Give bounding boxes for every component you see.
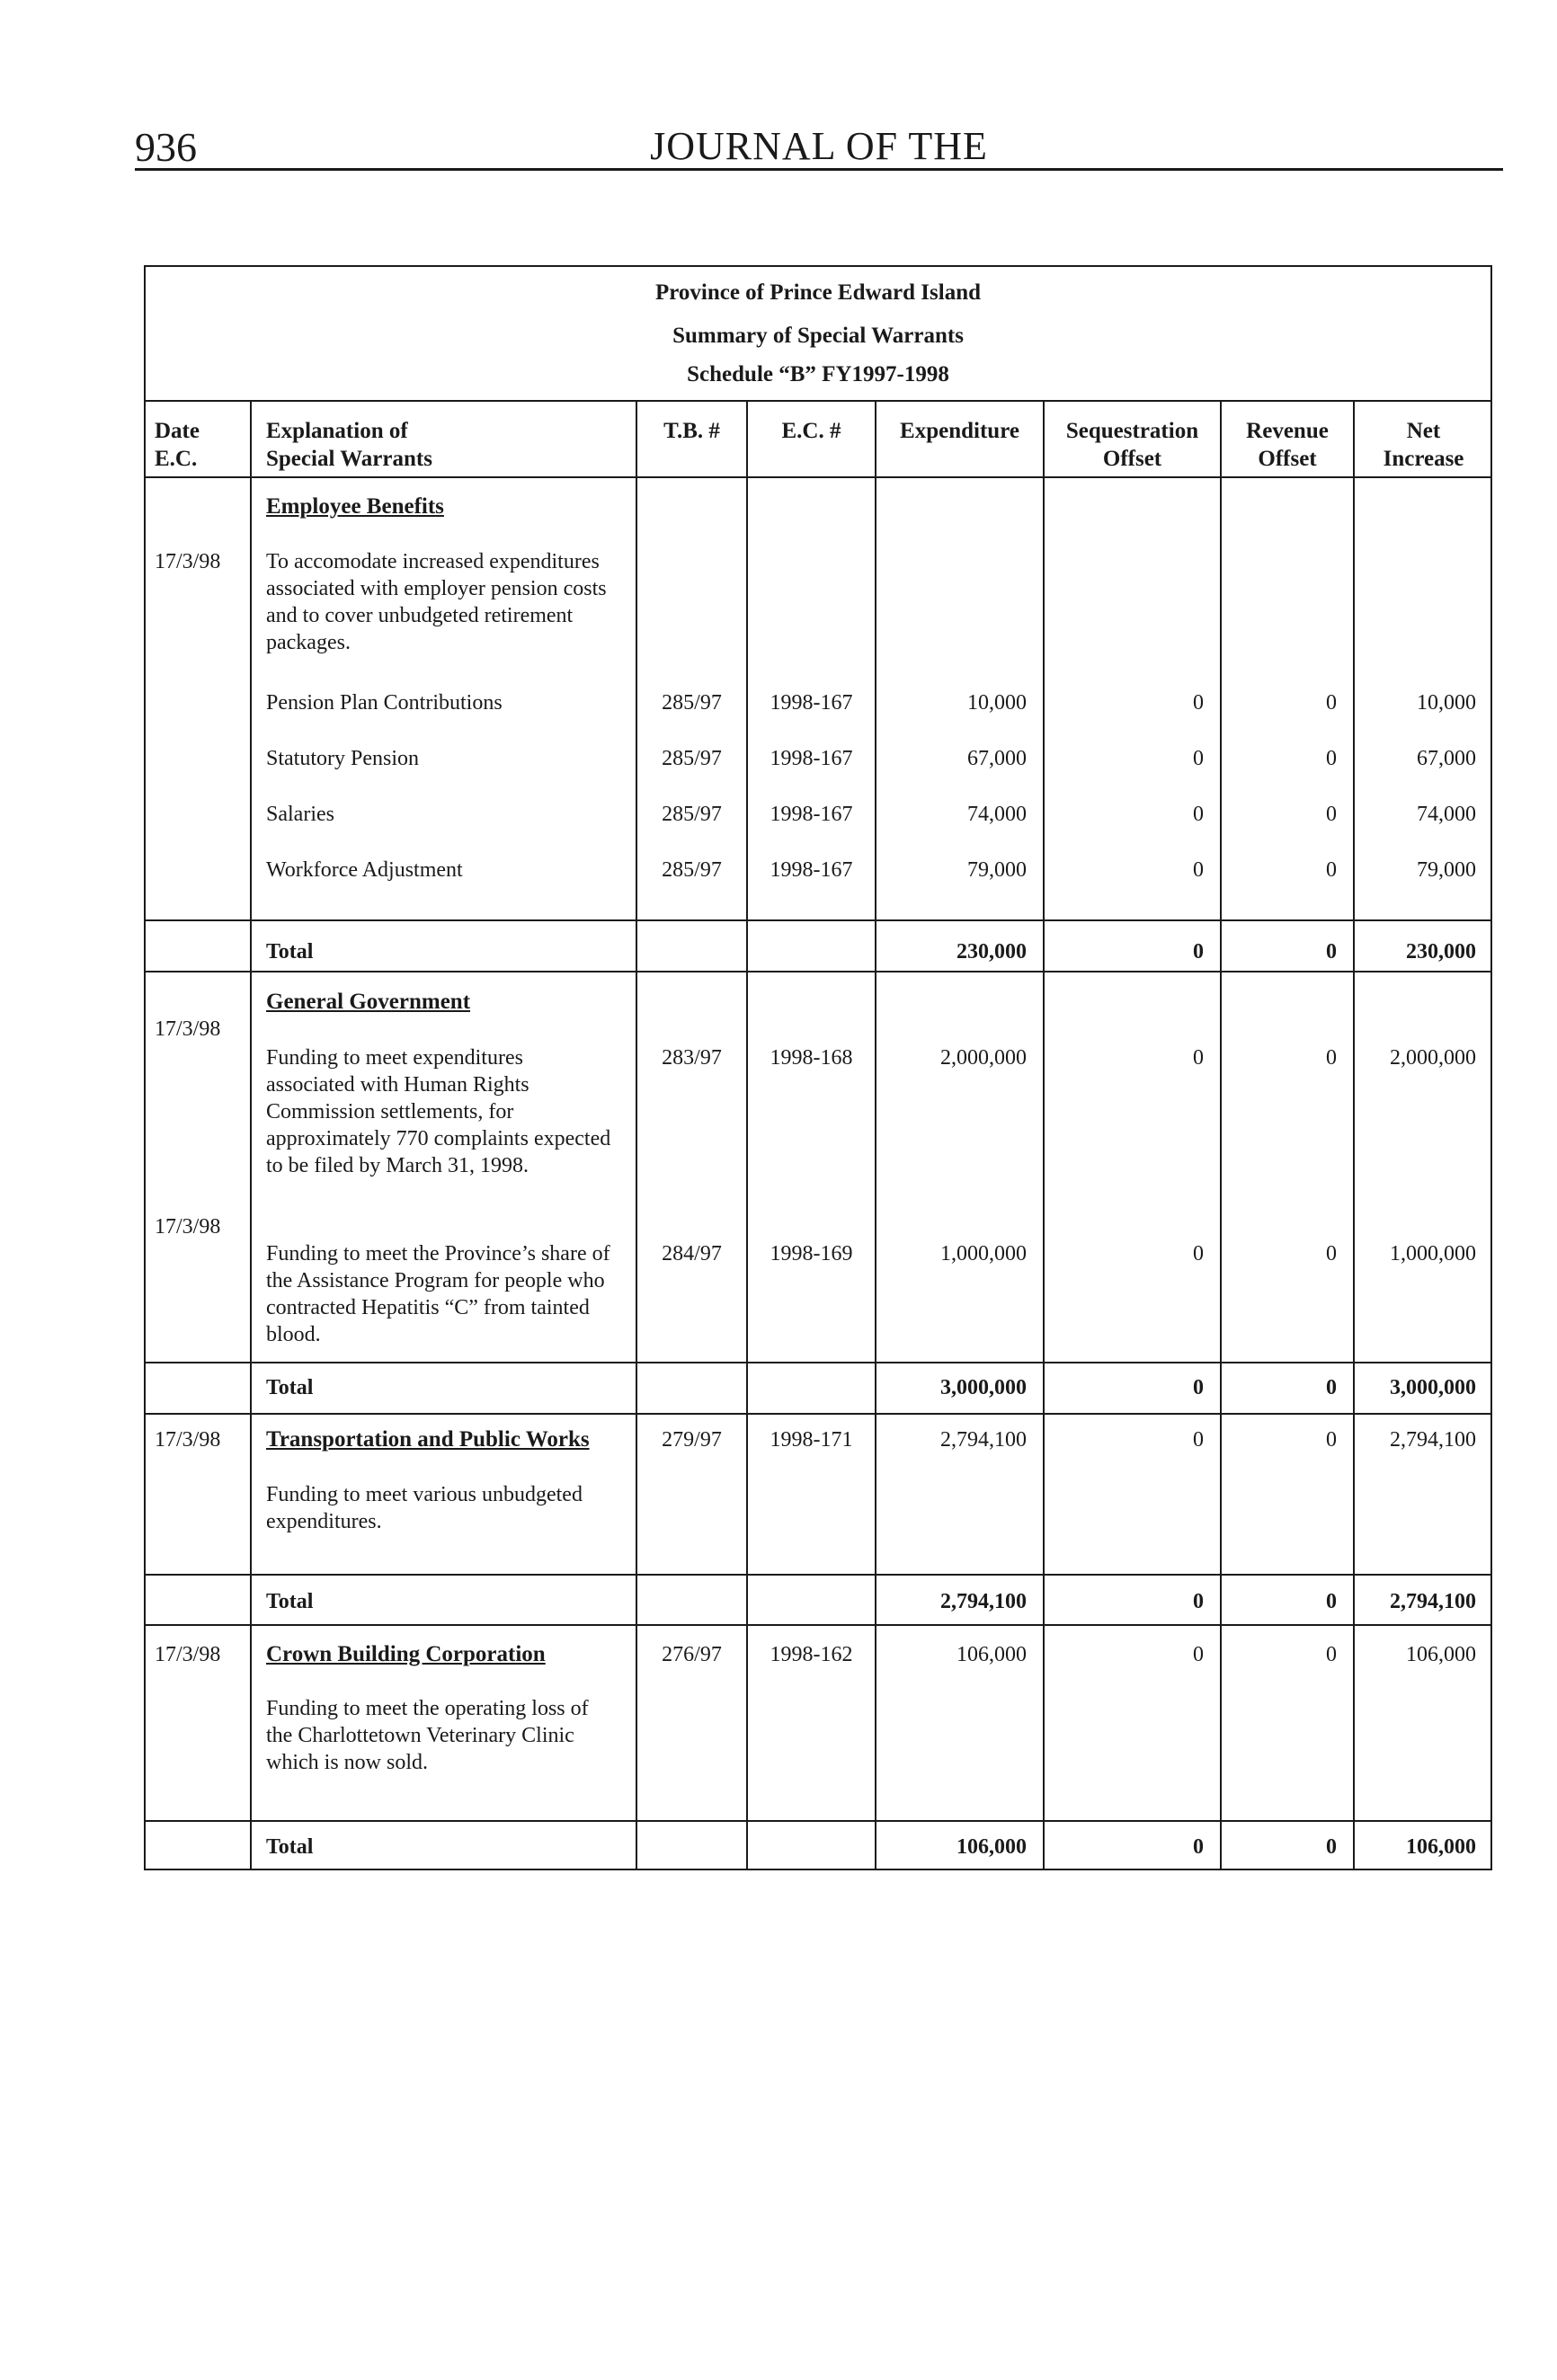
revenue-value: 0: [1326, 803, 1337, 826]
net-value: 74,000: [1417, 803, 1476, 826]
col-header-explanation: Explanation of Special Warrants: [266, 419, 432, 471]
line-item-name: Salaries: [266, 803, 334, 826]
ec-number: 1998-171: [770, 1428, 853, 1452]
column-divider: [250, 400, 252, 1870]
net-value: 2,794,100: [1390, 1428, 1476, 1452]
tb-number: 285/97: [662, 803, 722, 826]
total-revenue: 0: [1326, 940, 1337, 964]
ec-number: 1998-167: [770, 803, 853, 826]
revenue-value: 0: [1326, 1242, 1337, 1265]
total-expenditure: 230,000: [956, 940, 1027, 964]
expenditure-value: 2,000,000: [940, 1046, 1027, 1070]
total-sequestration: 0: [1193, 1835, 1204, 1859]
total-revenue: 0: [1326, 1590, 1337, 1613]
date-cell: 17/3/98: [155, 550, 221, 573]
expenditure-value: 1,000,000: [940, 1242, 1027, 1265]
warrant-description: To accomodate increased expenditures associated with employer pension costs and to cover unbudgeted retirement packages.: [266, 550, 607, 654]
tb-number: 283/97: [662, 1046, 722, 1070]
ec-number: 1998-162: [770, 1643, 853, 1666]
line-item-name: Workforce Adjustment: [266, 858, 463, 882]
revenue-value: 0: [1326, 1643, 1337, 1666]
section-heading: Transportation and Public Works: [266, 1427, 590, 1452]
line-item-name: Pension Plan Contributions: [266, 691, 503, 715]
net-value: 2,000,000: [1390, 1046, 1476, 1070]
tb-number: 279/97: [662, 1428, 722, 1452]
warrant-description: Funding to meet various unbudgeted expenditures.: [266, 1483, 583, 1533]
ec-number: 1998-167: [770, 747, 853, 770]
row-divider: [144, 1624, 1492, 1626]
row-divider: [144, 1413, 1492, 1415]
col-header-tb: T.B. #: [663, 419, 720, 443]
total-sequestration: 0: [1193, 1376, 1204, 1399]
expenditure-value: 106,000: [956, 1643, 1027, 1666]
expenditure-value: 74,000: [967, 803, 1027, 826]
total-expenditure: 3,000,000: [940, 1376, 1027, 1399]
date-cell: 17/3/98: [155, 1428, 221, 1452]
revenue-value: 0: [1326, 1046, 1337, 1070]
total-net: 3,000,000: [1390, 1376, 1476, 1399]
net-value: 106,000: [1406, 1643, 1476, 1666]
expenditure-value: 10,000: [967, 691, 1027, 715]
net-value: 10,000: [1417, 691, 1476, 715]
table-title-province: Province of Prince Edward Island: [654, 280, 982, 305]
total-net: 106,000: [1406, 1835, 1476, 1859]
header-divider: [144, 476, 1492, 478]
row-divider: [144, 1362, 1492, 1363]
col-header-sequestration: Sequestration Offset: [1065, 419, 1199, 471]
tb-number: 284/97: [662, 1242, 722, 1265]
col-header-revenue: Revenue Offset: [1246, 419, 1329, 471]
revenue-value: 0: [1326, 691, 1337, 715]
revenue-value: 0: [1326, 858, 1337, 882]
tb-number: 285/97: [662, 691, 722, 715]
title-divider: [144, 400, 1492, 402]
expenditure-value: 79,000: [967, 858, 1027, 882]
total-revenue: 0: [1326, 1835, 1337, 1859]
tb-number: 276/97: [662, 1643, 722, 1666]
section-heading: General Government: [266, 990, 471, 1014]
warrant-description: Funding to meet the operating loss of the Charlottetown Veterinary Clinic which is now sold.: [266, 1697, 589, 1774]
total-net: 230,000: [1406, 940, 1476, 964]
net-value: 1,000,000: [1390, 1242, 1476, 1265]
sequestration-value: 0: [1193, 747, 1204, 770]
table-title-schedule: Schedule “B” FY1997-1998: [687, 362, 949, 386]
table-title-summary: Summary of Special Warrants: [672, 324, 964, 348]
sequestration-value: 0: [1193, 858, 1204, 882]
col-header-expenditure: Expenditure: [900, 419, 1019, 443]
total-expenditure: 2,794,100: [940, 1590, 1027, 1613]
section-heading: Employee Benefits: [266, 494, 444, 519]
net-value: 79,000: [1417, 858, 1476, 882]
section-heading: Crown Building Corporation: [266, 1642, 546, 1666]
ec-number: 1998-169: [770, 1242, 853, 1265]
total-sequestration: 0: [1193, 940, 1204, 964]
expenditure-value: 67,000: [967, 747, 1027, 770]
total-label: Total: [266, 1590, 314, 1613]
row-divider: [144, 971, 1492, 972]
sequestration-value: 0: [1193, 1428, 1204, 1452]
warrant-description: Funding to meet expenditures associated with Human Rights Commission settlements, for approximately 770 complaints expected to be filed by March 31, 1998.: [266, 1046, 611, 1177]
sequestration-value: 0: [1193, 1643, 1204, 1666]
ec-number: 1998-168: [770, 1046, 853, 1070]
net-value: 67,000: [1417, 747, 1476, 770]
journal-title: JOURNAL OF THE: [650, 124, 988, 168]
total-sequestration: 0: [1193, 1590, 1204, 1613]
date-cell: 17/3/98: [155, 1643, 221, 1666]
tb-number: 285/97: [662, 858, 722, 882]
row-divider: [144, 1820, 1492, 1822]
col-header-date: Date E.C.: [155, 419, 200, 471]
warrant-description: Funding to meet the Province’s share of the Assistance Program for people who contracted Hepatitis “C” from tainted blood.: [266, 1242, 610, 1346]
tb-number: 285/97: [662, 747, 722, 770]
sequestration-value: 0: [1193, 803, 1204, 826]
total-label: Total: [266, 940, 314, 964]
page-number: 936: [135, 124, 197, 170]
total-revenue: 0: [1326, 1376, 1337, 1399]
row-divider: [144, 919, 1492, 921]
total-net: 2,794,100: [1390, 1590, 1476, 1613]
ec-number: 1998-167: [770, 691, 853, 715]
total-label: Total: [266, 1376, 314, 1399]
sequestration-value: 0: [1193, 691, 1204, 715]
total-label: Total: [266, 1835, 314, 1859]
col-header-ec: E.C. #: [781, 419, 841, 443]
ec-number: 1998-167: [770, 858, 853, 882]
line-item-name: Statutory Pension: [266, 747, 420, 770]
revenue-value: 0: [1326, 1428, 1337, 1452]
sequestration-value: 0: [1193, 1046, 1204, 1070]
row-divider: [144, 1574, 1492, 1576]
date-cell: 17/3/98: [155, 1215, 221, 1239]
page-header: [135, 121, 1503, 171]
date-cell: 17/3/98: [155, 1017, 221, 1041]
revenue-value: 0: [1326, 747, 1337, 770]
sequestration-value: 0: [1193, 1242, 1204, 1265]
col-header-net: Net Increase: [1383, 419, 1464, 471]
expenditure-value: 2,794,100: [940, 1428, 1027, 1452]
total-expenditure: 106,000: [956, 1835, 1027, 1859]
